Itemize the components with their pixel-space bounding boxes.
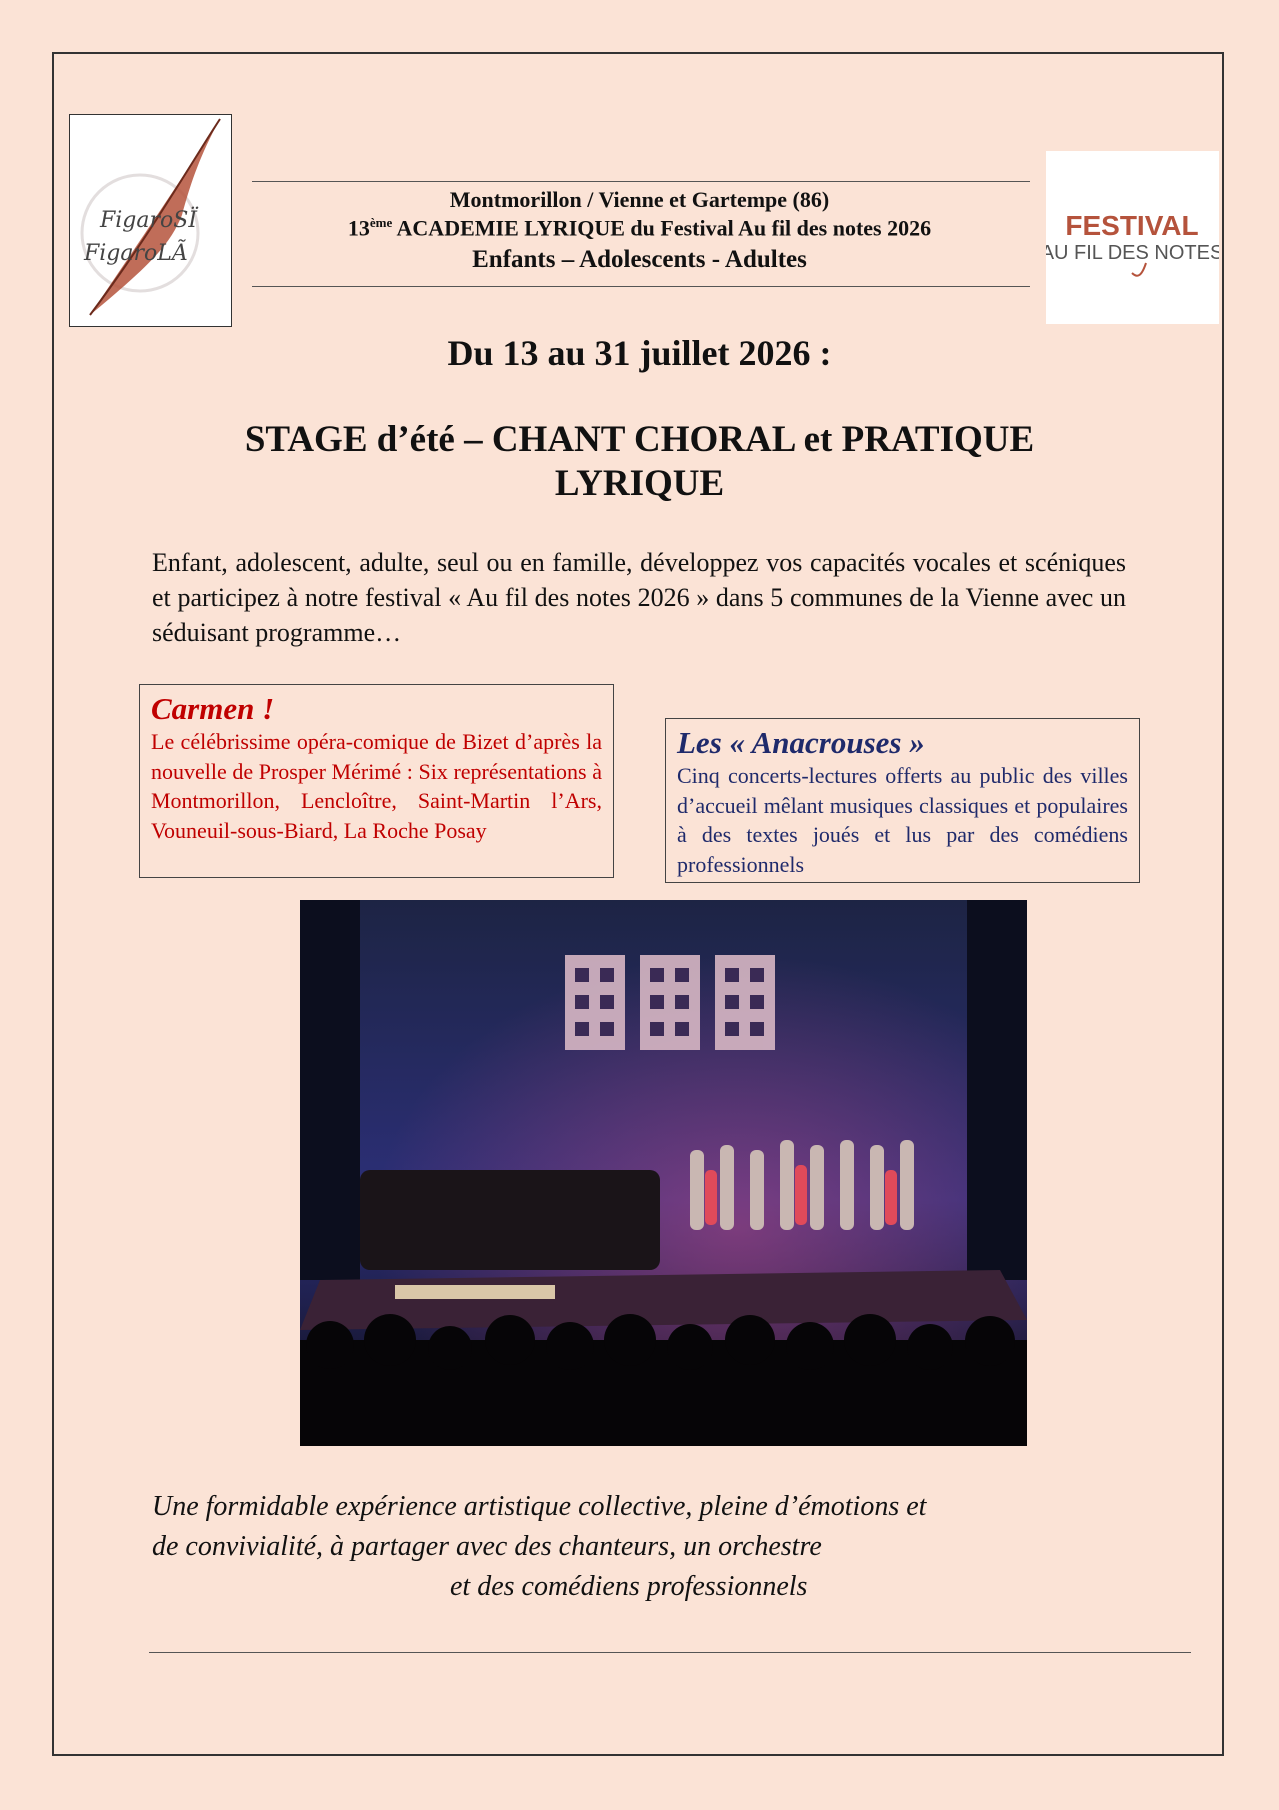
carmen-title: Carmen ! <box>151 691 275 726</box>
carmen-box <box>139 684 614 878</box>
festival-logo-line1: FESTIVAL <box>1065 210 1199 241</box>
anacrouses-text: Cinq concerts-lectures offerts au public des villes d’accueil mêlant musiques classiques et populaires à des textes joués et lus par des comédiens professionnels <box>677 763 1128 877</box>
header-academy: 13ème ACADEMIE LYRIQUE du Festival Au fil des notes 2026 <box>347 215 932 241</box>
logo-text-1: FigaroSÏ <box>100 208 198 233</box>
anacrouses-box <box>665 718 1140 883</box>
footer-rule <box>149 1652 1191 1653</box>
event-dates: Du 13 au 31 juillet 2026 : <box>447 333 832 373</box>
carmen-text: Le célébrissime opéra-comique de Bizet d’après la nouvelle de Prosper Mérimé : Six représentations à Montmorillon, Lencloître, Saint-Martin l’Ars, Vouneuil-sous-Biard, La Roche Posay <box>151 729 602 843</box>
festival-logo-line2: AU FIL DES NOTES <box>1046 242 1219 264</box>
closing-line-1: Une formidable expérience artistique collective, pleine d’émotions et <box>152 1491 927 1522</box>
logo-text-2: FigaroLÃ <box>84 241 188 266</box>
closing-statement <box>152 1487 1142 1607</box>
header-rule-top <box>252 181 1030 182</box>
anacrouses-title: Les « Anacrouses » <box>677 725 925 760</box>
closing-line-2: de convivialité, à partager avec des chanteurs, un orchestre <box>152 1531 822 1562</box>
closing-line-3: et des comédiens professionnels <box>450 1571 808 1602</box>
header-rule-bottom <box>252 286 1030 287</box>
intro-paragraph: Enfant, adolescent, adulte, seul ou en famille, développez vos capacités vocales et scéniques et participez à notre festival « Au fil des notes 2026 » dans 5 communes de la Vienne avec un séduisant programme… <box>152 548 1126 647</box>
stage-title: STAGE d’été – CHANT CHORAL et PRATIQUE LYRIQUE <box>244 419 1035 504</box>
header-audience: Enfants – Adolescents - Adultes <box>472 246 807 273</box>
header-location: Montmorillon / Vienne et Gartempe (86) <box>449 187 830 212</box>
concert-photo <box>300 900 1027 1446</box>
